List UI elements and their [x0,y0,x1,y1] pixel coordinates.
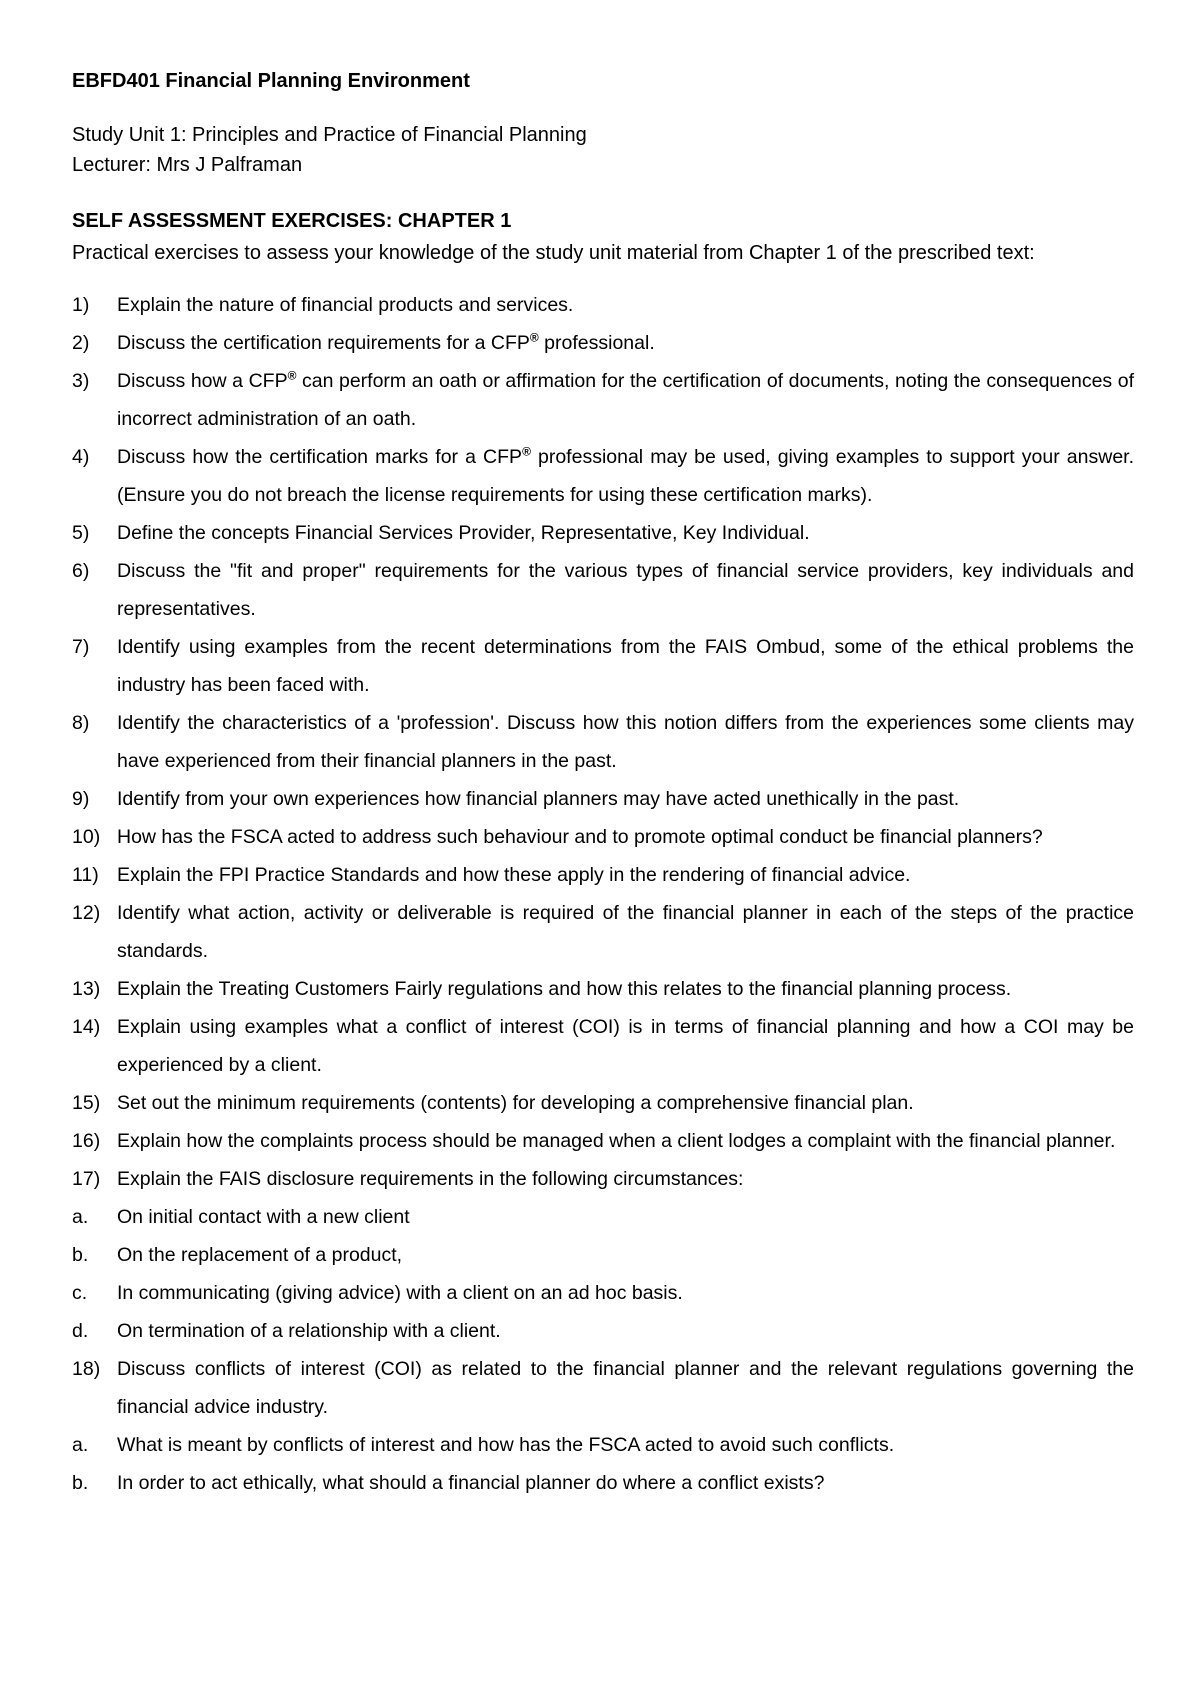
list-item [72,1122,1134,1160]
list-item-text-part: professional. [538,332,655,354]
list-item [72,1236,1134,1274]
list-item-number: 17) [72,1168,101,1190]
list-item [72,1464,1134,1502]
list-item-text [117,332,655,354]
registered-mark: ® [529,330,539,345]
list-item-number: 3) [72,370,90,392]
list-item-number: 11) [72,864,99,886]
lecturer-line: Lecturer: Mrs J Palframan [72,154,303,176]
list-item-text-part: Set out the minimum requirements (contents) for developing a comprehensive financial plan. [117,1092,914,1114]
list-item-number: 8) [72,712,90,734]
list-item-text-part: Explain the FAIS disclosure requirements in the following circumstances: [117,1168,744,1190]
list-item-number: 13) [72,978,101,1000]
list-item-text [117,1130,1115,1152]
list-item [72,362,1134,438]
list-item-text-part: Discuss the certification requirements for a CFP [117,332,530,354]
list-item-text-part: Define the concepts Financial Services Provider, Representative, Key Individual. [117,522,810,544]
list-item-number: 18) [72,1358,101,1380]
list-item-text-part: Identify what action, activity or deliverable is required of the financial planner in each of the steps of the practice standards. [117,902,1134,962]
list-item [72,704,1134,780]
list-item-number: 14) [72,1016,101,1038]
list-item [72,628,1134,704]
list-item-text-part: Discuss conflicts of interest (COI) as related to the financial planner and the relevant regulations governing the financial advice industry. [117,1358,1134,1418]
list-item-number: 7) [72,636,90,658]
list-item-text [117,1244,402,1266]
list-item-text-part: Explain the FPI Practice Standards and how these apply in the rendering of financial advice. [117,864,911,886]
document-meta [72,120,1134,180]
list-item-text [117,1358,1134,1418]
list-item-number: 10) [72,826,101,848]
list-item [72,1008,1134,1084]
list-item [72,1350,1134,1426]
list-item-text-part: On termination of a relationship with a client. [117,1320,501,1342]
list-item [72,1198,1134,1236]
list-item-text-part: Discuss how the certification marks for a CFP [117,446,523,468]
list-item-text-part: can perform an oath or affirmation for the certification of documents, noting the consequences of incorrect administration of an oath. [117,370,1134,430]
list-item-text-part: What is meant by conflicts of interest and how has the FSCA acted to avoid such conflicts. [117,1434,895,1456]
list-item-number: a. [72,1434,89,1456]
list-item-number: 1) [72,294,90,316]
list-item [72,438,1134,514]
list-item [72,970,1134,1008]
list-item-number: 15) [72,1092,101,1114]
list-item-text [117,1472,824,1494]
list-item-text-part: How has the FSCA acted to address such behaviour and to promote optimal conduct be financial planners? [117,826,1043,848]
question-list [72,286,1134,1502]
list-item-text [117,446,1134,506]
list-item-number: 5) [72,522,90,544]
list-item-number: 2) [72,332,90,354]
list-item-number: 16) [72,1130,101,1152]
list-item [72,1274,1134,1312]
list-item-number: b. [72,1244,89,1266]
list-item [72,324,1134,362]
list-item-text-part: Identify the characteristics of a 'profession'. Discuss how this notion differs from the experiences some clients may have experienced from their financial planners in the past. [117,712,1134,772]
list-item-text-part: Explain the Treating Customers Fairly regulations and how this relates to the financial planning process. [117,978,1012,1000]
list-item-number: 9) [72,788,90,810]
list-item-text-part: In communicating (giving advice) with a client on an ad hoc basis. [117,1282,683,1304]
list-item-text-part: On the replacement of a product, [117,1244,403,1266]
list-item-number: b. [72,1472,89,1494]
list-item-number: c. [72,1282,88,1304]
list-item-text [117,522,810,544]
list-item-text [117,864,910,886]
list-item [72,286,1134,324]
list-item-text [117,636,1134,696]
list-item-number: a. [72,1206,89,1228]
list-item-text [117,712,1134,772]
list-item [72,514,1134,552]
section-heading: SELF ASSESSMENT EXERCISES: CHAPTER 1 [72,210,512,232]
list-item-text-part: Discuss how a CFP [117,370,288,392]
list-item [72,856,1134,894]
section-intro: Practical exercises to assess your knowledge of the study unit material from Chapter 1 of the prescribed text: [72,242,1035,264]
list-item-text [117,978,1011,1000]
list-item-text-part: In order to act ethically, what should a financial planner do where a conflict exists? [117,1472,825,1494]
list-item-number: d. [72,1320,89,1342]
list-item-text [117,1206,410,1228]
document-page [72,68,1134,1502]
list-item [72,1312,1134,1350]
list-item [72,1160,1134,1198]
list-item-text-part: Discuss the "fit and proper" requirements for the various types of financial service providers, key individuals and representatives. [117,560,1134,620]
course-title: EBFD401 Financial Planning Environment [72,70,470,92]
list-item-text [117,1434,894,1456]
registered-mark: ® [522,444,531,459]
list-item-text [117,1282,683,1304]
list-item-text-part: professional may be used, giving examples to support your answer. (Ensure you do not breach the license requirements for using these certification marks). [117,446,1134,506]
list-item-text-part: On initial contact with a new client [117,1206,410,1228]
list-item [72,780,1134,818]
list-item-text [117,1168,743,1190]
list-item-text-part: Identify from your own experiences how financial planners may have acted unethically in the past. [117,788,960,810]
list-item-number: 4) [72,446,90,468]
list-item-text-part: Explain the nature of financial products and services. [117,294,574,316]
list-item [72,1084,1134,1122]
list-item [72,552,1134,628]
list-item-text [117,826,1043,848]
list-item [72,1426,1134,1464]
list-item-text-part: Identify using examples from the recent determinations from the FAIS Ombud, some of the ethical problems the industry has been faced with. [117,636,1134,696]
list-item-number: 6) [72,560,90,582]
list-item [72,894,1134,970]
list-item-text [117,1320,501,1342]
study-unit-line: Study Unit 1: Principles and Practice of Financial Planning [72,124,587,146]
list-item-text-part: Explain using examples what a conflict of interest (COI) is in terms of financial planning and how a COI may be experienced by a client. [117,1016,1134,1076]
list-item-text [117,370,1134,430]
list-item-text [117,902,1134,962]
list-item-text-part: Explain how the complaints process should be managed when a client lodges a complaint with the financial planner. [117,1130,1116,1152]
list-item-number: 12) [72,902,101,924]
list-item-text [117,560,1134,620]
registered-mark: ® [287,368,297,383]
list-item [72,818,1134,856]
list-item-text [117,1016,1134,1076]
list-item-text [117,788,959,810]
list-item-text [117,1092,914,1114]
list-item-text [117,294,573,316]
